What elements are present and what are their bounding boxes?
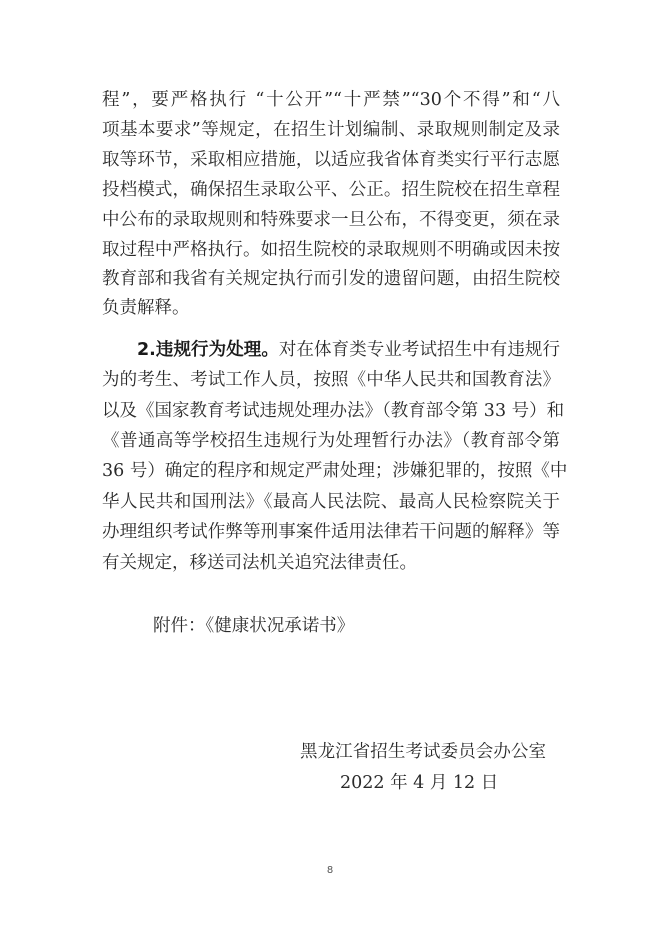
text-line: 36 号）确定的程序和规定严肃处理；涉嫌犯罪的，按照《中 — [102, 461, 568, 481]
attachment-note: 附件：《健康状况承诺书》 — [153, 616, 355, 636]
text-line: 取过程中严格执行。如招生院校的录取规则不明确或因未按 — [102, 240, 560, 260]
text-line: 投档模式，确保招生录取公平、公正。招生院校在招生章程 — [102, 180, 560, 200]
text-line: 负责解释。 — [102, 298, 190, 318]
section-heading: 2.违规行为处理。 — [137, 340, 279, 360]
text-line: 中公布的录取规则和特殊要求一旦公布，不得变更，须在录 — [102, 210, 560, 230]
text-line: 有关规定，移送司法机关追究法律责任。 — [102, 553, 417, 573]
page-number: 8 — [326, 865, 334, 876]
text-line: 《普通高等学校招生违规行为处理暂行办法》（教育部令第 — [102, 431, 560, 451]
text-line: 项基本要求”等规定，在招生计划编制、录取规则制定及录 — [102, 120, 560, 140]
text-line: 办理组织考试作弊等刑事案件适用法律若干问题的解释》等 — [102, 522, 560, 542]
text-line: 取等环节，采取相应措施，以适应我省体育类实行平行志愿 — [102, 150, 560, 170]
text-line-with-heading — [137, 335, 560, 365]
signature-organization: 黑龙江省招生考试委员会办公室 — [300, 742, 546, 762]
signature-date: 2022 年 4 月 12 日 — [340, 773, 499, 793]
text-line: 以及《国家教育考试违规处理办法》（教育部令第 33 号）和 — [102, 401, 565, 421]
text-line: 华人民共和国刑法》《最高人民法院、最高人民检察院关于 — [102, 492, 560, 512]
text-line: 为的考生、考试工作人员，按照《中华人民共和国教育法》 — [102, 370, 560, 390]
text-line: 程”，要严格执行 “十公开”“十严禁”“30个不得”和“八 — [102, 90, 560, 110]
text-run: 对在体育类专业考试招生中有违规行 — [278, 340, 560, 360]
text-line: 教育部和我省有关规定执行而引发的遗留问题，由招生院校 — [102, 269, 560, 289]
